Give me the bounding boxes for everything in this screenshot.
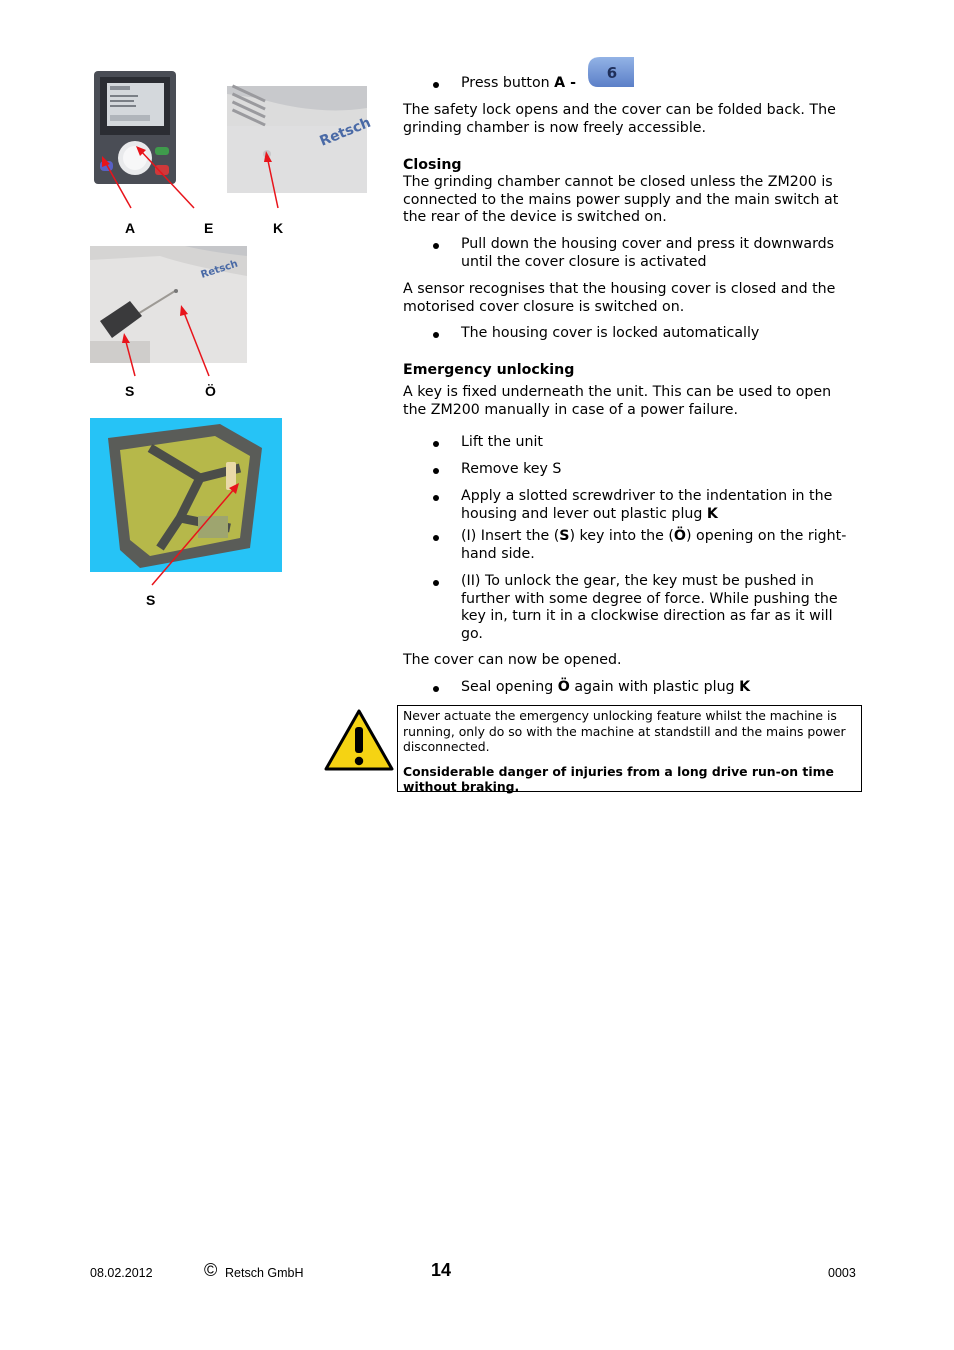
copyright-symbol: ©	[204, 1260, 218, 1280]
bullet-dot	[433, 332, 439, 338]
para-sensor: A sensor recognises that the housing cover is closed and the motorised cover closure is switched on.	[403, 281, 836, 315]
figure-label-a: A	[125, 220, 136, 236]
footer-date: 08.02.2012	[90, 1266, 153, 1280]
figure-label-o-umlaut: Ö	[205, 383, 216, 399]
bullet-apply-screwdriver: Apply a slotted screwdriver to the indentation in the housing and lever out plastic plug K	[461, 488, 833, 522]
bullet-dot	[433, 82, 439, 88]
warning-text: Never actuate the emergency unlocking feature whilst the machine is running, only do so with the machine at standstill and the mains power disconnected.	[403, 708, 846, 754]
para-emergency: A key is fixed underneath the unit. This can be used to open the ZM200 manually in case of a power failure.	[403, 384, 832, 418]
heading-emergency-unlocking: Emergency unlocking	[403, 362, 575, 378]
para-lock-opens: The safety lock opens and the cover can be folded back. The grinding chamber is now freely accessible.	[403, 102, 836, 136]
pointer-arrows-row1	[90, 140, 290, 215]
warning-bold-text: Considerable danger of injuries from a long drive run-on time without braking.	[403, 763, 834, 794]
warning-box	[397, 705, 862, 792]
pointer-arrows-row2	[90, 300, 250, 380]
page-number: 14	[431, 1260, 452, 1280]
pointer-arrow-row3	[140, 470, 250, 590]
figure-label-s: S	[125, 383, 135, 399]
bullet-unlock-gear: (II) To unlock the gear, the key must be pushed in further with some degree of force. While pushing the key in, turn it in a clockwise direction as far as it will go.	[461, 573, 838, 642]
figure-label-s-key: S	[146, 592, 156, 608]
brand-logo-small: Retsch	[199, 258, 240, 281]
brand-logo: Retsch	[317, 114, 374, 150]
bullet-seal-opening: Seal opening Ö again with plastic plug K	[461, 679, 751, 695]
warning-triangle-icon	[324, 709, 394, 771]
para-closing: The grinding chamber cannot be closed unless the ZM200 is connected to the mains power supply and the main switch at the rear of the device is switched on.	[403, 174, 839, 225]
bullet-press-button: Press button A -	[461, 75, 576, 91]
para-cover-opened: The cover can now be opened.	[403, 652, 622, 668]
bullet-dot	[433, 495, 439, 501]
bullet-insert-key: (I) Insert the (S) key into the (Ö) opening on the right-hand side.	[461, 528, 847, 562]
figure-label-e: E	[204, 220, 214, 236]
bullet-cover-locked: The housing cover is locked automatically	[461, 325, 760, 341]
bullet-dot	[433, 468, 439, 474]
footer-company: Retsch GmbH	[225, 1266, 304, 1280]
bullet-dot	[433, 243, 439, 249]
bullet-dot	[433, 441, 439, 447]
svg-text:6: 6	[606, 64, 618, 82]
figure-label-k: K	[273, 220, 284, 236]
footer-code: 0003	[828, 1266, 856, 1280]
heading-closing: Closing	[403, 157, 462, 173]
bullet-lift-unit: Lift the unit	[461, 434, 543, 450]
open-cover-button-icon	[588, 57, 634, 87]
bullet-remove-key: Remove key S	[461, 461, 562, 477]
bullet-dot	[433, 535, 439, 541]
bullet-dot	[433, 580, 439, 586]
bullet-pull-cover: Pull down the housing cover and press it downwards until the cover closure is activated	[461, 236, 835, 270]
bullet-dot	[433, 686, 439, 692]
